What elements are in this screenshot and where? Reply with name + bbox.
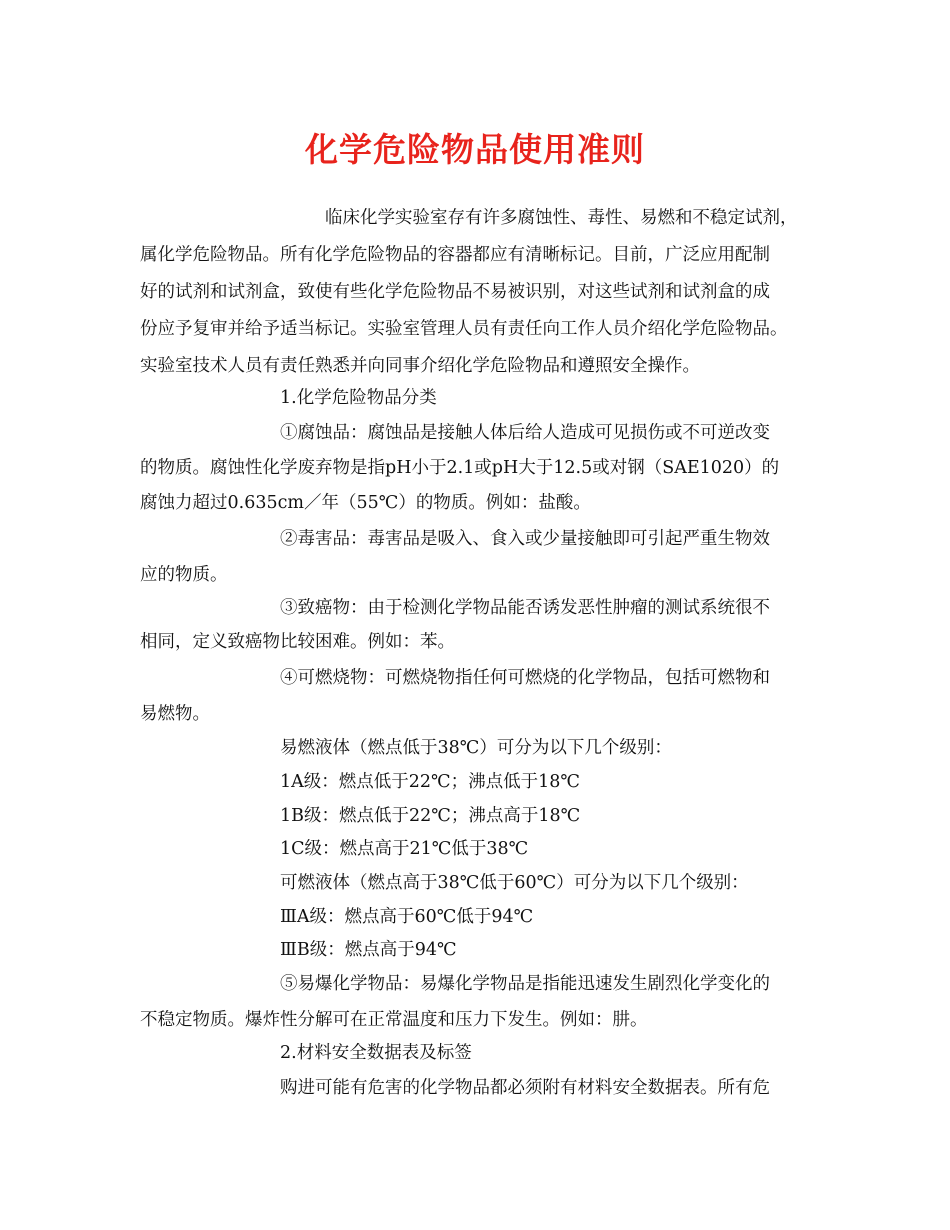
list-item: 1B级：燃点低于22℃；沸点高于18℃	[280, 806, 581, 826]
section-heading: 2.材料安全数据表及标签	[280, 1043, 472, 1063]
paragraph-line: ⑤易爆化学物品：易爆化学物品是指能迅速发生剧烈化学变化的	[280, 974, 770, 994]
paragraph-line: 可燃液体（燃点高于38℃低于60℃）可分为以下几个级别：	[280, 873, 749, 893]
paragraph-line: 不稳定物质。爆炸性分解可在正常温度和压力下发生。例如：肼。	[140, 1010, 648, 1030]
list-item: 1C级：燃点高于21℃低于38℃	[280, 839, 529, 859]
paragraph-line: 应的物质。	[140, 565, 228, 585]
paragraph-line: 腐蚀力超过0.635cm／年（55℃）的物质。例如：盐酸。	[140, 493, 591, 513]
paragraph-line: 临床化学实验室存有许多腐蚀性、毒性、易燃和不稳定试剂，	[325, 208, 798, 228]
list-item: 1A级：燃点低于22℃；沸点低于18℃	[280, 772, 580, 792]
paragraph-line: 购进可能有危害的化学物品都必须附有材料安全数据表。所有危	[280, 1078, 770, 1098]
paragraph-line: 份应予复审并给予适当标记。实验室管理人员有责任向工作人员介绍化学危险物品。	[140, 319, 788, 339]
paragraph-line: ③致癌物：由于检测化学物品能否诱发恶性肿瘤的测试系统很不	[280, 598, 770, 618]
paragraph-line: 易燃液体（燃点低于38℃）可分为以下几个级别：	[280, 738, 672, 758]
paragraph-line: 易燃物。	[140, 704, 210, 724]
paragraph-line: ④可燃烧物：可燃烧物指任何可燃烧的化学物品，包括可燃物和	[280, 668, 770, 688]
paragraph-line: 相同，定义致癌物比较困难。例如：苯。	[140, 632, 455, 652]
paragraph-line: 属化学危险物品。所有化学危险物品的容器都应有清晰标记。目前，广泛应用配制	[140, 245, 770, 265]
paragraph-line: 实验室技术人员有责任熟悉并向同事介绍化学危险物品和遵照安全操作。	[140, 356, 700, 376]
paragraph-line: 的物质。腐蚀性化学废弃物是指pH小于2.1或pH大于12.5或对钢（SAE1020）的	[140, 458, 780, 478]
list-item: ⅢA级：燃点高于60℃低于94℃	[280, 907, 534, 927]
document-title: 化学危险物品使用准则	[305, 130, 645, 169]
paragraph-line: 好的试剂和试剂盒，致使有些化学危险物品不易被识别，对这些试剂和试剂盒的成	[140, 282, 770, 302]
section-heading: 1.化学危险物品分类	[280, 388, 437, 408]
paragraph-line: ②毒害品：毒害品是吸入、食入或少量接触即可引起严重生物效	[280, 529, 770, 549]
list-item: ⅢB级：燃点高于94℃	[280, 940, 457, 960]
paragraph-line: ①腐蚀品：腐蚀品是接触人体后给人造成可见损伤或不可逆改变	[280, 423, 770, 443]
